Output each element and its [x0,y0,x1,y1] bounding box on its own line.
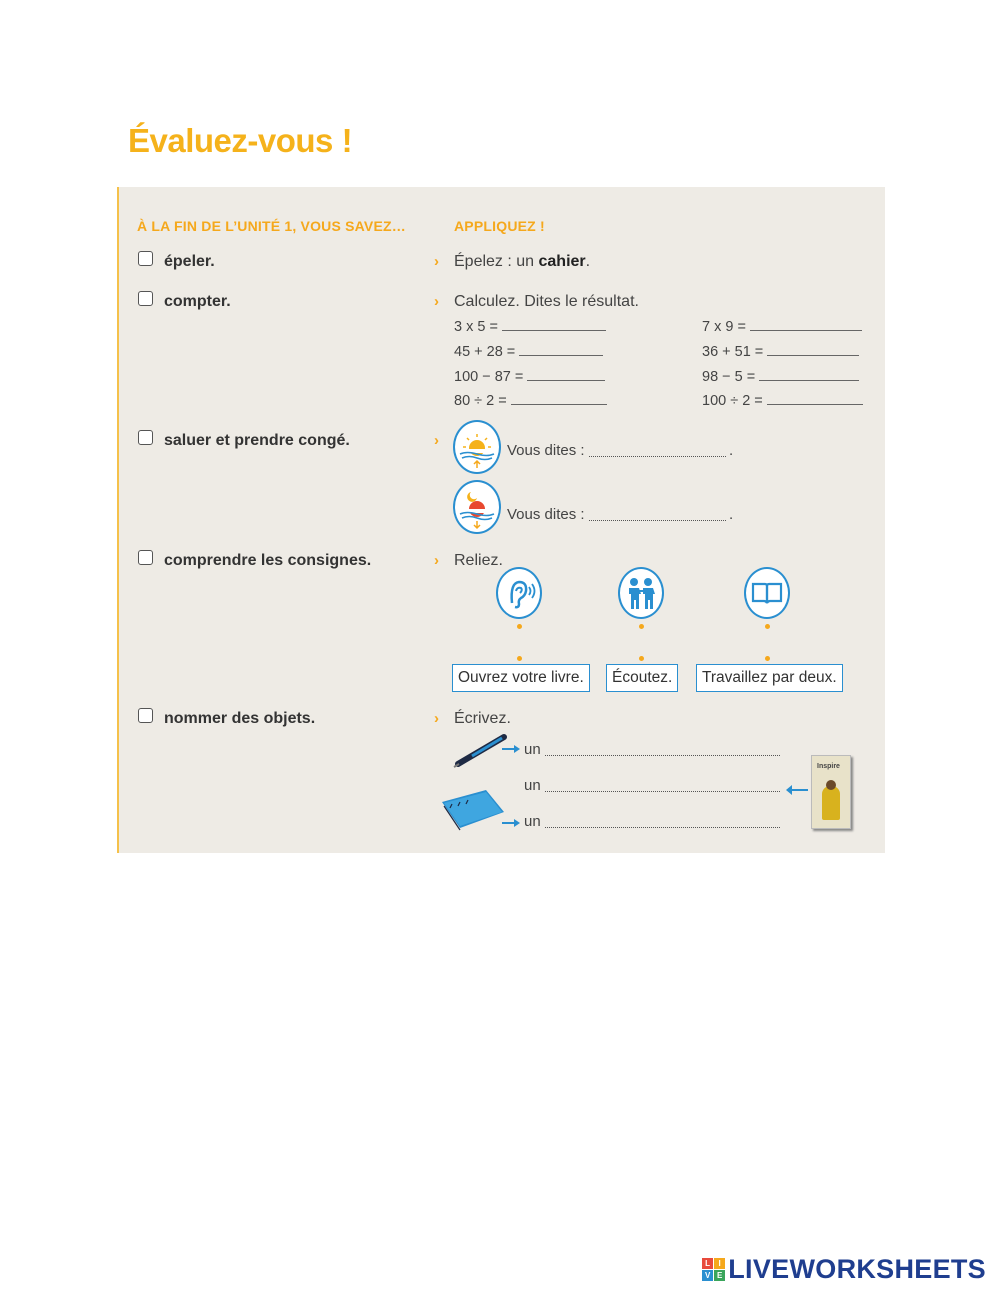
answer-line[interactable] [589,519,726,521]
sunrise-icon [453,420,501,474]
object-article: un [524,741,541,758]
answer-line[interactable] [767,343,859,356]
match-dot[interactable] [639,624,644,629]
chevron-icon: › [434,710,439,727]
match-dot[interactable] [765,656,770,661]
spell-instruction: Épelez : un cahier. [454,253,591,270]
object-article: un [524,813,541,830]
skill-label-greet: saluer et prendre congé. [164,432,350,449]
pen-icon [452,730,524,770]
textbook-cover-image [811,755,851,829]
skills-column-header: À LA FIN DE L’UNITÉ 1, VOUS SAVEZ… [137,218,406,234]
instruction-box-pair-work[interactable]: Travaillez par deux. [696,664,843,692]
link-instruction: Reliez. [454,552,503,569]
skill-checkbox-objects[interactable] [138,708,153,723]
calc-item: 3 x 5 = [454,318,606,335]
skill-checkbox-count[interactable] [138,291,153,306]
calc-item: 100 ÷ 2 = [702,392,863,409]
notebook-icon [438,786,524,834]
object-article: un [524,777,541,794]
cover-figure [822,786,840,820]
answer-line[interactable] [527,368,605,381]
answer-line[interactable] [750,318,862,331]
page-title: Évaluez-vous ! [128,122,353,159]
skill-label-spell: épeler. [164,253,215,270]
answer-line[interactable] [545,754,780,756]
liveworksheets-logo [702,1254,986,1285]
answer-line[interactable] [767,392,863,405]
skill-checkbox-spell[interactable] [138,251,153,266]
calc-item: 7 x 9 = [702,318,862,335]
answer-line[interactable] [502,318,606,331]
write-instruction: Écrivez. [454,710,511,727]
greet-label-evening: Vous dites : [507,506,585,523]
instruction-box-open-book[interactable]: Ouvrez votre livre. [452,664,590,692]
ear-icon [496,567,542,619]
cover-figure-head [826,780,836,790]
calc-instruction: Calculez. Dites le résultat. [454,293,639,310]
answer-line[interactable] [759,368,859,381]
answer-line[interactable] [589,455,726,457]
textbook-title: Inspire [817,763,840,770]
calc-item: 98 − 5 = [702,368,859,385]
skill-label-instructions: comprendre les consignes. [164,552,372,569]
skill-label-count: compter. [164,293,231,310]
logo-text: LIVEWORKSHEETS [728,1254,986,1284]
calc-item: 36 + 51 = [702,343,859,360]
apply-column-header: APPLIQUEZ ! [454,218,545,234]
answer-line[interactable] [511,392,607,405]
match-dot[interactable] [765,624,770,629]
instruction-box-listen[interactable]: Écoutez. [606,664,678,692]
sunset-icon [453,480,501,534]
greet-label-morning: Vous dites : [507,442,585,459]
chevron-icon: › [434,253,439,270]
match-dot[interactable] [639,656,644,661]
skill-checkbox-greet[interactable] [138,430,153,445]
answer-line[interactable] [545,790,780,792]
match-dot[interactable] [517,656,522,661]
skill-checkbox-instructions[interactable] [138,550,153,565]
answer-line[interactable] [519,343,603,356]
pair-work-icon [618,567,664,619]
greet-end: . [729,442,734,459]
calc-item: 80 ÷ 2 = [454,392,607,409]
greet-end: . [729,506,734,523]
arrow-left-icon [784,782,810,798]
book-icon [744,567,790,619]
calc-item: 45 + 28 = [454,343,603,360]
chevron-icon: › [434,293,439,310]
skill-label-objects: nommer des objets. [164,710,316,727]
match-dot[interactable] [517,624,522,629]
chevron-icon: › [434,432,439,449]
chevron-icon: › [434,552,439,569]
answer-line[interactable] [545,826,780,828]
calc-item: 100 − 87 = [454,368,605,385]
logo-mark-icon: L I V E [702,1258,725,1281]
